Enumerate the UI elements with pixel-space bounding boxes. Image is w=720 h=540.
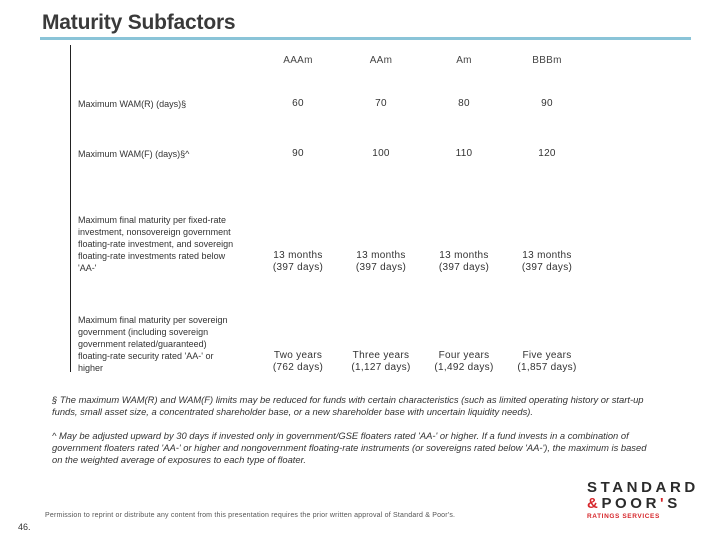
logo-line-1: STANDARD [587, 479, 699, 496]
row-label-line: higher [78, 363, 104, 373]
logo-ratings-services: RATINGS SERVICES [587, 513, 660, 520]
row-label-wam-f: Maximum WAM(F) (days)§^ [78, 149, 190, 159]
logo-ampersand: & [587, 495, 602, 512]
footnote-caret: ^ May be adjusted upward by 30 days if invested only in government/GSE floaters rated 'AA-' or higher. If a fund invests in a combination of government floaters rated 'AA-' or higher and nongovernment floating-rate instruments (or sovereigns rated below 'AA-'), the maximum is based on the weighted average of exposures to each type of floater. [52, 430, 647, 465]
row-label-line: investment, nonsovereign government [78, 227, 231, 237]
sp-logo [587, 480, 707, 520]
cell-line: (397 days) [272, 262, 324, 273]
column-header-am: Am [456, 55, 472, 66]
cell-line: (762 days) [272, 362, 324, 373]
cell-sovereign-aam [345, 350, 417, 374]
page-title: Maturity Subfactors [42, 11, 236, 34]
cell-line: Three years [352, 350, 410, 361]
logo-apostrophe: ' [660, 495, 668, 512]
cell-line: 13 months [273, 250, 323, 261]
cell-sovereign-bbbm [511, 350, 583, 374]
row-label-line: 'AA-' [78, 263, 97, 273]
row-label-line: government (including sovereign [78, 327, 209, 337]
cell-line: (1,857 days) [517, 362, 577, 373]
cell-fixed-aam [345, 250, 417, 274]
cell-wam-f-bbbm: 120 [538, 148, 556, 159]
row-label-line: floating-rate investment, and sovereign [78, 239, 234, 249]
cell-line: (397 days) [438, 262, 490, 273]
cell-wam-f-aam: 100 [372, 148, 390, 159]
cell-wam-r-bbbm: 90 [541, 98, 553, 109]
footnote-section: § The maximum WAM(R) and WAM(F) limits may be reduced for funds with certain characteristics (such as limited operating history or start-up funds, small asset size, a concentrated shareholder base, or a new shareholder base with uncertain liquidity needs). [52, 394, 644, 417]
row-label-line: floating-rate investments rated below [78, 251, 226, 261]
column-header-aam: AAm [369, 55, 393, 66]
cell-line: Five years [522, 350, 572, 361]
logo-s: S [667, 495, 681, 512]
cell-line: 13 months [522, 250, 572, 261]
cell-line: Four years [438, 350, 490, 361]
row-label-line: floating-rate security rated 'AA-' or [78, 351, 214, 361]
cell-line: 13 months [356, 250, 406, 261]
cell-fixed-aaam [262, 250, 334, 274]
cell-sovereign-aaam [262, 350, 334, 374]
cell-wam-f-am: 110 [455, 148, 473, 159]
row-label-fixed-rate-maturity [78, 214, 258, 274]
column-header-aaam: AAAm [283, 55, 313, 66]
cell-wam-r-aaam: 60 [292, 98, 304, 109]
cell-line: 13 months [439, 250, 489, 261]
cell-fixed-bbbm [511, 250, 583, 274]
cell-line: (397 days) [521, 262, 573, 273]
cell-line: (1,492 days) [434, 362, 494, 373]
column-header-bbbm: BBBm [532, 55, 562, 66]
row-label-sovereign-maturity [78, 314, 258, 374]
page-number: 46. [18, 522, 31, 532]
cell-line: (1,127 days) [351, 362, 411, 373]
cell-wam-r-am: 80 [458, 98, 470, 109]
row-label-line: Maximum final maturity per sovereign [78, 315, 228, 325]
logo-line-2 [587, 496, 707, 512]
cell-line: Two years [273, 350, 323, 361]
cell-wam-r-aam: 70 [375, 98, 387, 109]
cell-wam-f-aaam: 90 [292, 148, 304, 159]
cell-sovereign-am [428, 350, 500, 374]
permission-notice: Permission to reprint or distribute any content from this presentation requires the prior written approval of Standard & Poor's. [45, 512, 456, 519]
row-label-line: Maximum final maturity per fixed-rate [78, 215, 227, 225]
table-left-border [70, 45, 71, 372]
cell-line: (397 days) [355, 262, 407, 273]
cell-fixed-am [428, 250, 500, 274]
row-label-wam-r: Maximum WAM(R) (days)§ [78, 99, 187, 109]
logo-poor: POOR [601, 495, 661, 512]
title-underline [40, 37, 691, 40]
row-label-line: government related/guaranteed) [78, 339, 207, 349]
